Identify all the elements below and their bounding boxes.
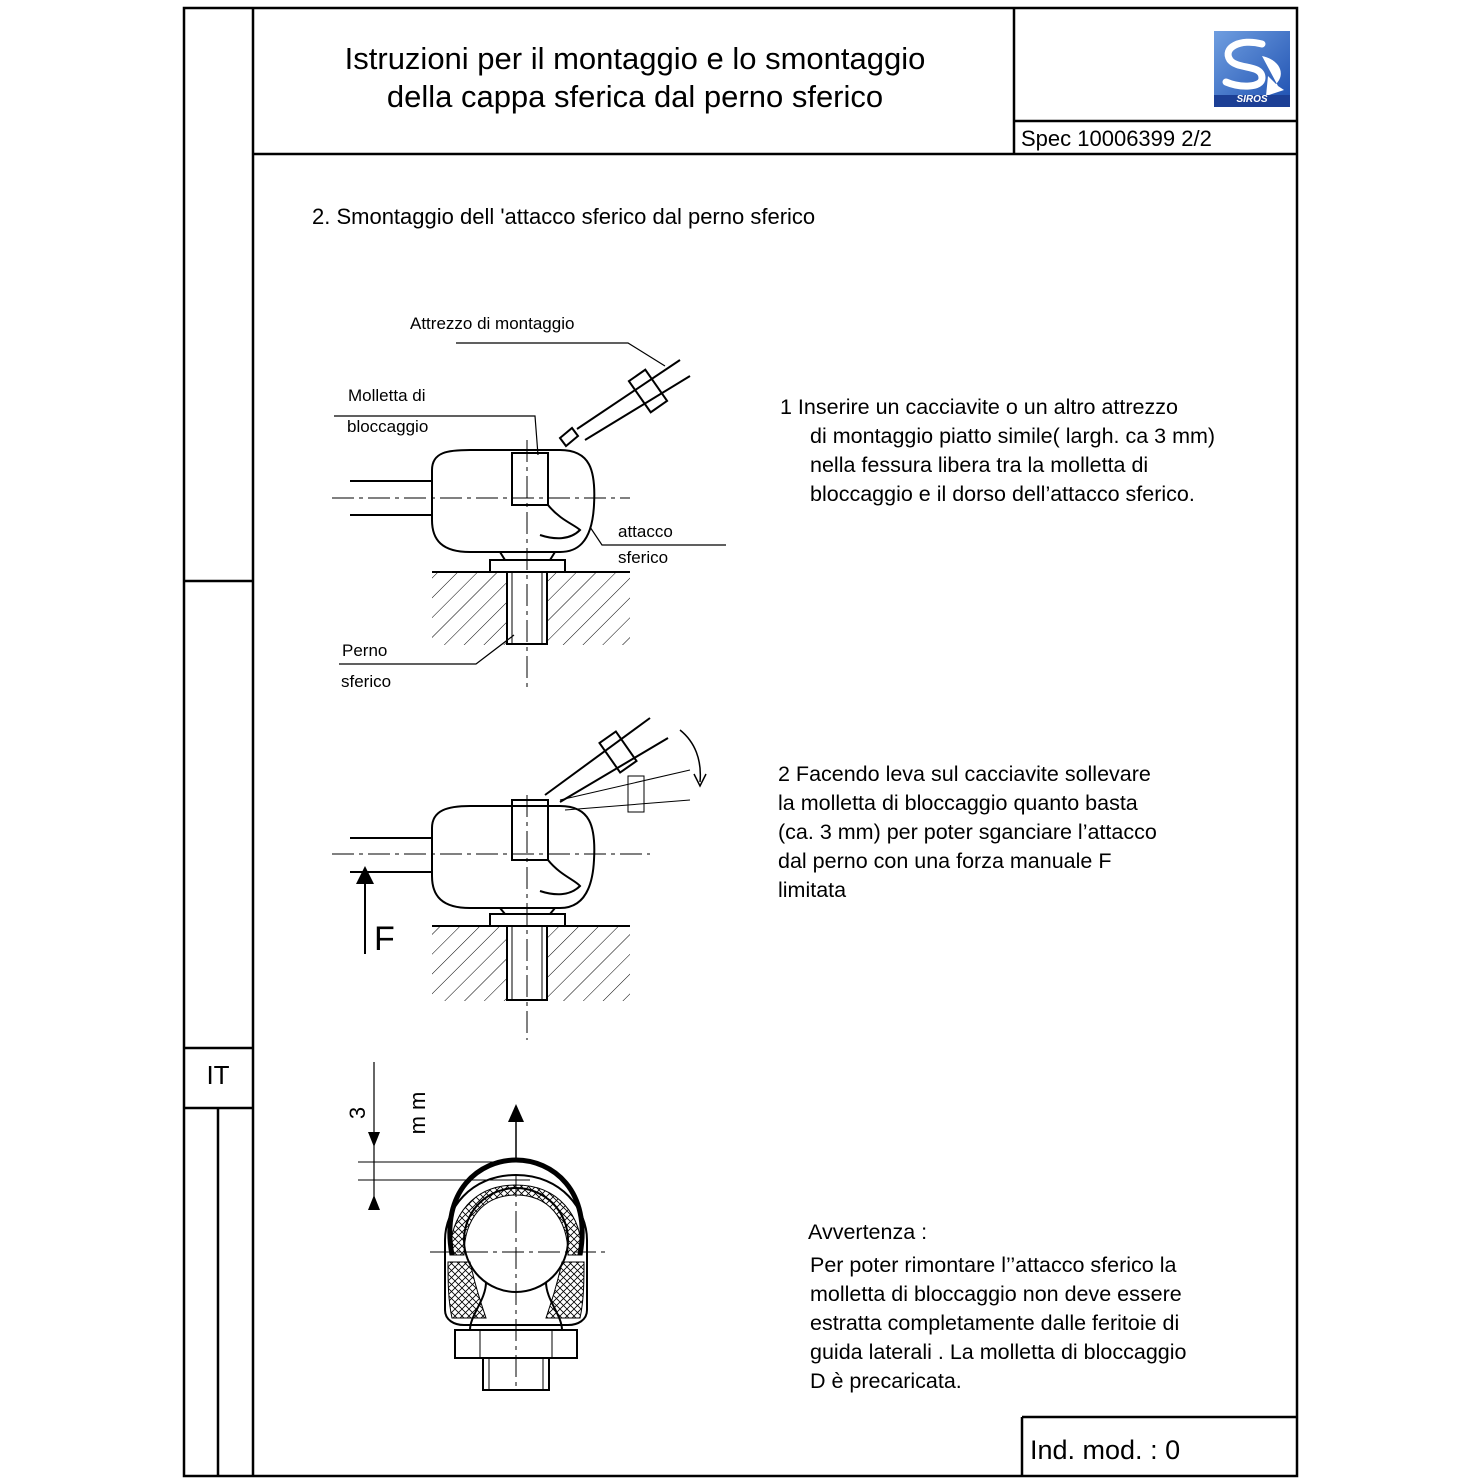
step-1-line-4: bloccaggio e il dorso dell’attacco sferico. [810,482,1195,506]
warning-line-4: guida laterali . La molletta di bloccaggio [810,1340,1187,1364]
language-code: IT [206,1060,230,1090]
step-2-line-1: 2 Facendo leva sul cacciavite sollevare [778,762,1151,786]
step-1-line-1: 1 Inserire un cacciavite o un altro attrezzo [780,395,1178,419]
step-2-line-5: limitata [778,878,847,902]
warning-line-2: molletta di bloccaggio non deve essere [810,1282,1182,1306]
revision-index: Ind. mod. : 0 [1030,1435,1181,1465]
label-clip-1: Molletta di [348,386,426,405]
force-label: F [374,920,395,958]
label-joint-1: attacco [618,522,673,541]
logo-text: SIROS [1236,94,1268,105]
label-pin-1: Perno [342,641,388,660]
label-tool: Attrezzo di montaggio [410,314,575,333]
spec-number: Spec 10006399 2/2 [1021,126,1212,151]
step-1-text [780,393,1215,509]
warning-text [810,1251,1186,1396]
label-pin-2: sferico [341,672,392,691]
step-2-line-2: la molletta di bloccaggio quanto basta [778,791,1138,815]
step-1-line-2: di montaggio piatto simile( largh. ca 3 mm) [810,424,1216,448]
title-line-2: della cappa sferica dal perno sferico [386,79,884,114]
step-1-line-3: nella fessura libera tra la molletta di [810,453,1149,477]
warning-line-5: D è precaricata. [810,1369,962,1393]
dimension-label: 3 mm [345,1085,430,1135]
title-line-1: Istruzioni per il montaggio e lo smontaggio [344,41,926,76]
warning-line-3: estratta completamente dalle feritoie di [810,1311,1180,1335]
step-2-text [778,760,1157,905]
warning-line-1: Per poter rimontare l’’attacco sferico la [810,1253,1177,1277]
label-joint-2: sferico [618,548,669,567]
step-2-line-3: (ca. 3 mm) per poter sganciare l’attacco [778,820,1157,844]
warning-heading: Avvertenza : [808,1220,928,1244]
label-clip-2: bloccaggio [347,417,429,436]
section-title: 2. Smontaggio dell 'attacco sferico dal perno sferico [312,204,816,229]
step-2-line-4: dal perno con una forza manuale F [778,849,1112,873]
